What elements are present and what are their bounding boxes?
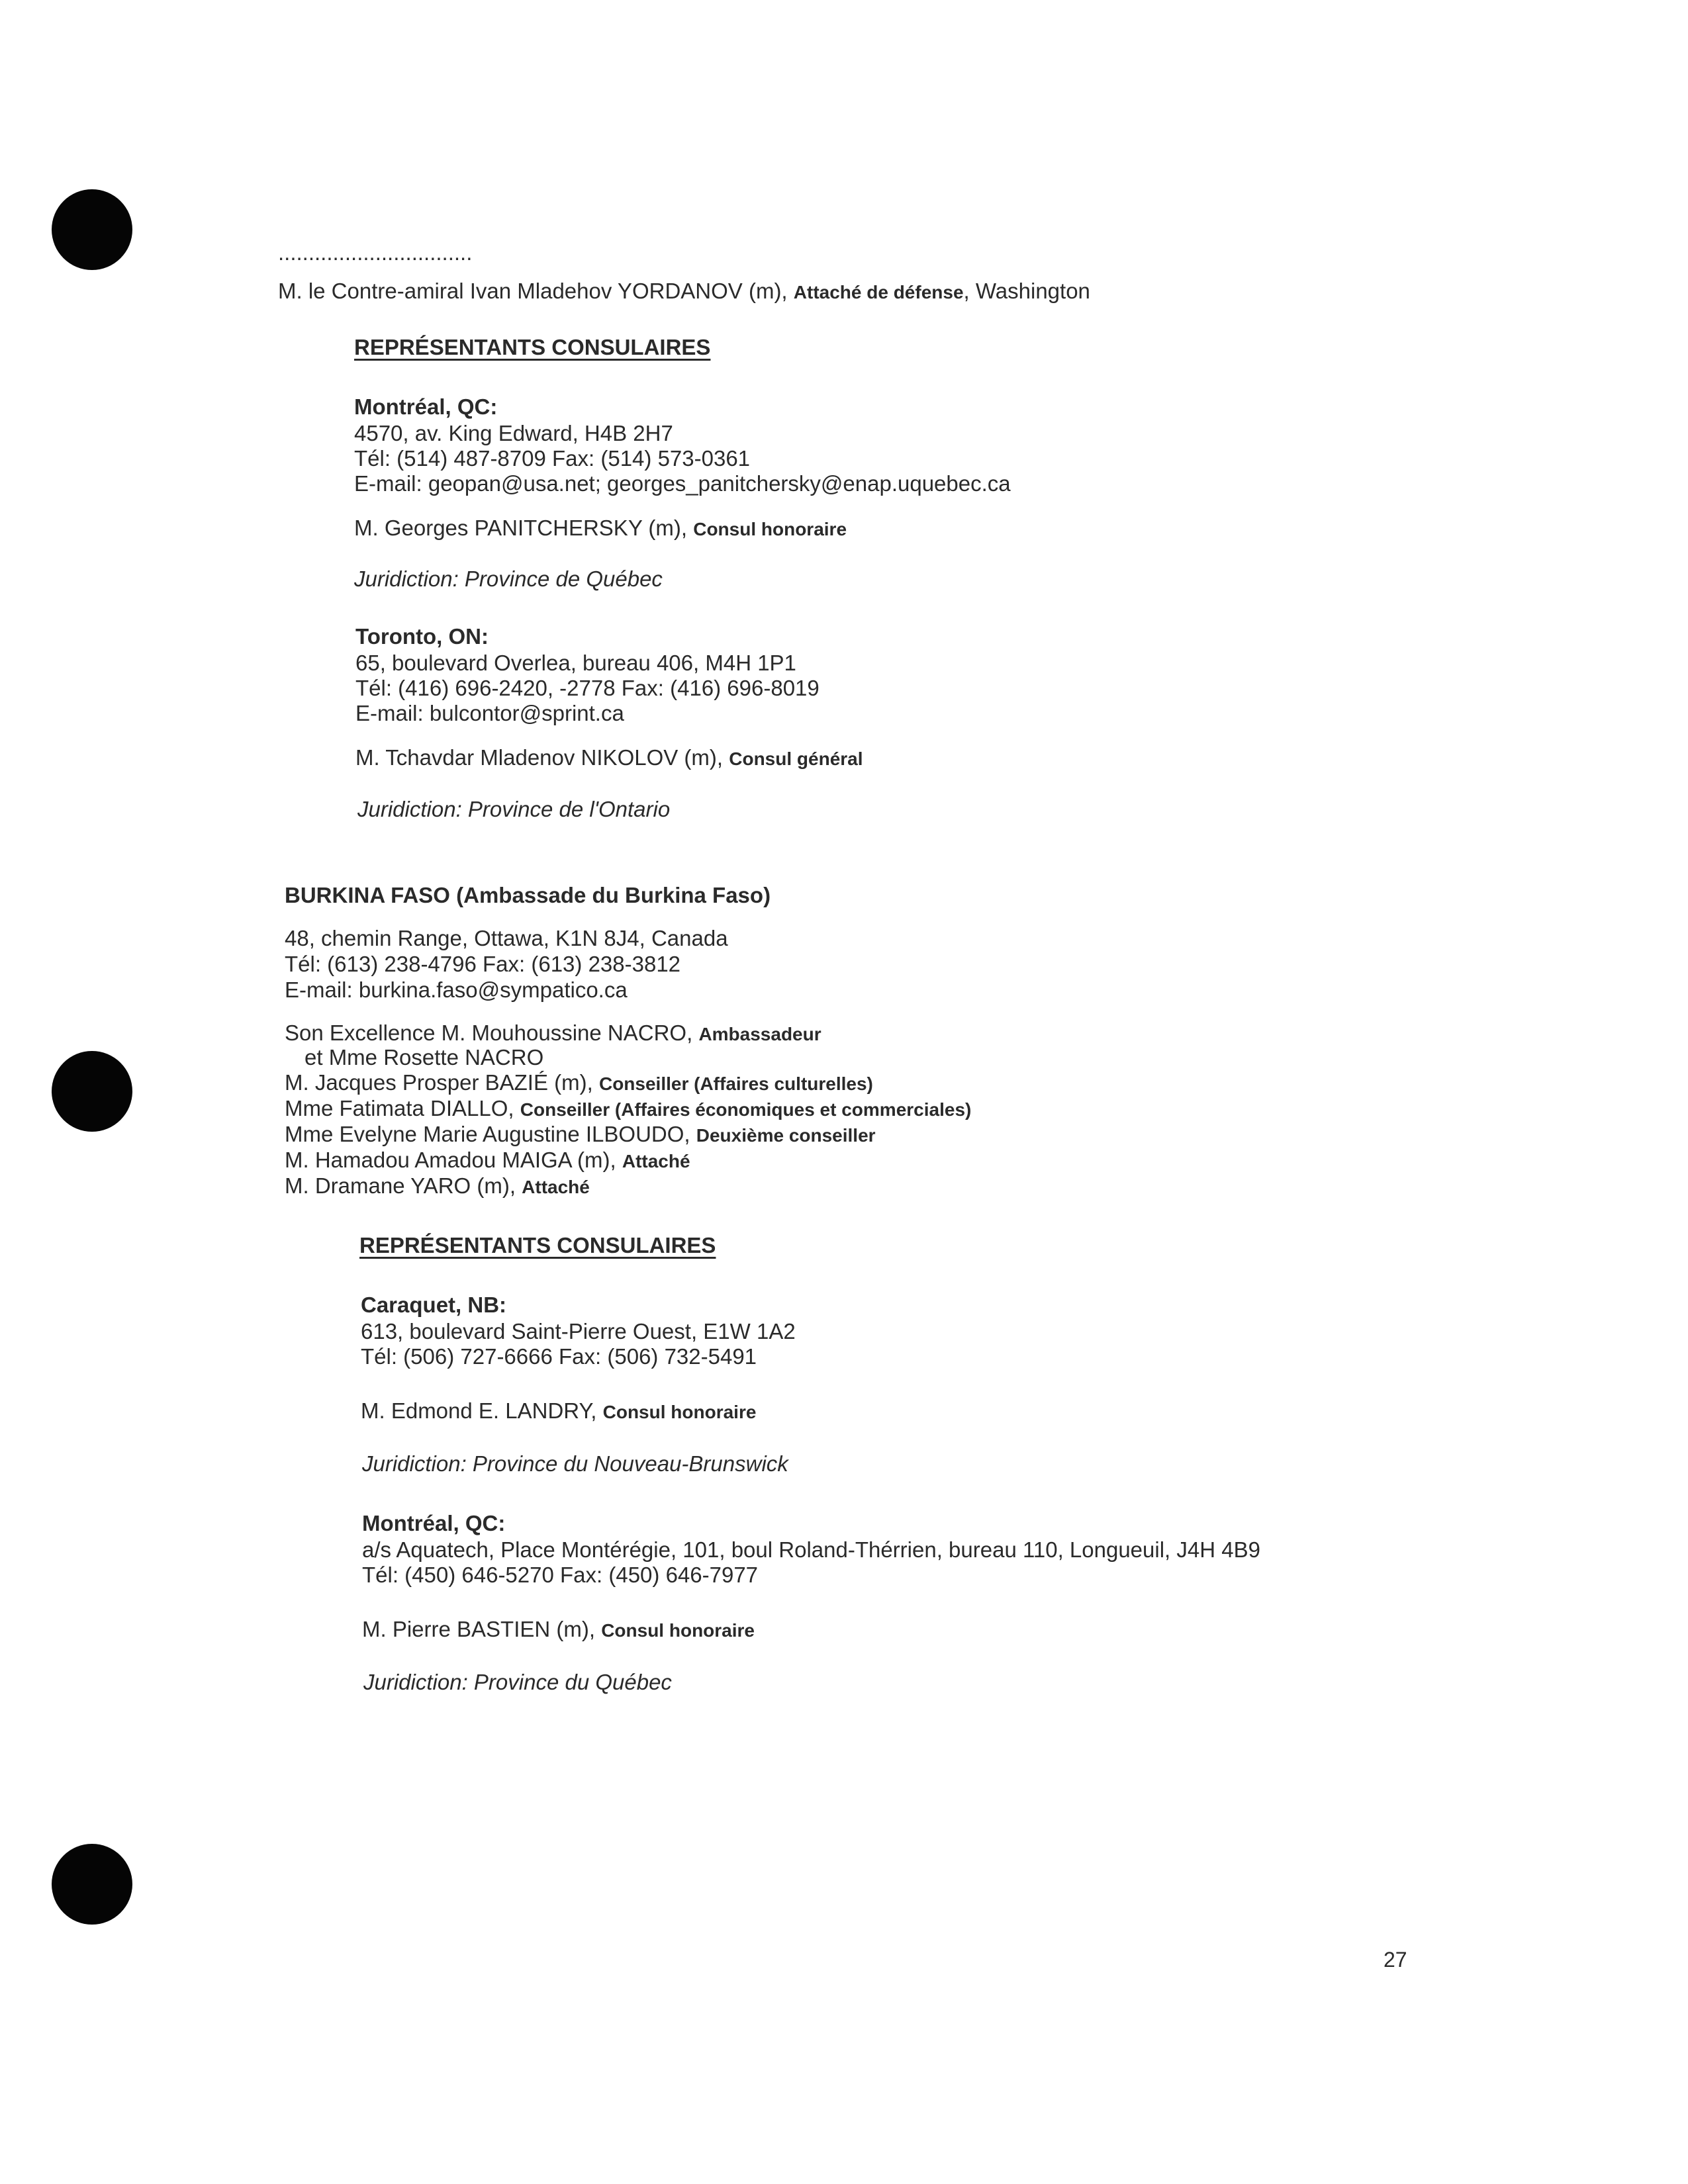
staff-row [285, 1069, 873, 1097]
staff-name: M. Jacques Prosper BAZIÉ (m), [285, 1070, 599, 1095]
staff-title: Deuxième conseiller [696, 1125, 876, 1146]
staff-name: Son Excellence M. Mouhoussine NACRO, [285, 1021, 699, 1045]
staff-row [285, 1147, 690, 1175]
staff-title: Attaché [622, 1151, 690, 1171]
staff-title: Attaché [522, 1177, 590, 1197]
bf-caraquet-address: 613, boulevard Saint-Pierre Ouest, E1W 1A2 [361, 1319, 796, 1343]
bg-toronto-person [355, 745, 863, 772]
page-number: 27 [1383, 1948, 1407, 1972]
bg-toronto-tel: Tél: (416) 696-2420, -2778 Fax: (416) 696-8019 [355, 676, 820, 700]
burkina-email: E-mail: burkina.faso@sympatico.ca [285, 978, 628, 1002]
bg-toronto-email: E-mail: bulcontor@sprint.ca [355, 701, 624, 725]
bf-montreal-address: a/s Aquatech, Place Montérégie, 101, boul Roland-Thérrien, bureau 110, Longueuil, J4H 4B9 [362, 1537, 1260, 1562]
staff-row [285, 1121, 876, 1149]
burkina-title: BURKINA FASO (Ambassade du Burkina Faso) [285, 883, 771, 907]
person-title: Consul général [729, 749, 863, 769]
punch-hole-bottom [52, 1844, 132, 1925]
person-title: Consul honoraire [601, 1620, 755, 1641]
bf-montreal-tel: Tél: (450) 646-5270 Fax: (450) 646-7977 [362, 1563, 759, 1587]
yordanov-name: M. le Contre-amiral Ivan Mladehov YORDANOV (m), [278, 279, 794, 303]
person-title: Consul honoraire [602, 1402, 757, 1422]
bg-montreal-person [354, 515, 847, 543]
burkina-consular-heading: REPRÉSENTANTS CONSULAIRES [359, 1233, 716, 1257]
staff-name: M. Dramane YARO (m), [285, 1173, 522, 1198]
bf-montreal-jurisdiction: Juridiction: Province du Québec [363, 1670, 672, 1694]
bg-montreal-address: 4570, av. King Edward, H4B 2H7 [354, 421, 673, 445]
bulgaria-consular-heading: REPRÉSENTANTS CONSULAIRES [354, 335, 711, 359]
person-name: M. Georges PANITCHERSKY (m), [354, 516, 694, 540]
burkina-address: 48, chemin Range, Ottawa, K1N 8J4, Canada [285, 926, 728, 950]
staff-title: Conseiller (Affaires économiques et commerciales) [520, 1099, 972, 1120]
staff-title: Ambassadeur [698, 1024, 821, 1044]
bg-toronto-jurisdiction: Juridiction: Province de l'Ontario [357, 797, 671, 821]
bf-caraquet-jurisdiction: Juridiction: Province du Nouveau-Brunswick [362, 1451, 788, 1476]
bf-caraquet-city: Caraquet, NB: [361, 1293, 507, 1317]
burkina-tel: Tél: (613) 238-4796 Fax: (613) 238-3812 [285, 952, 681, 976]
staff-name: M. Hamadou Amadou MAIGA (m), [285, 1148, 622, 1172]
staff-name: Mme Fatimata DIALLO, [285, 1096, 520, 1120]
punch-hole-top [52, 189, 132, 270]
staff-name: et Mme Rosette NACRO [305, 1045, 544, 1069]
dotted-separator: ................................ [278, 240, 473, 265]
yordanov-place: , Washington [963, 279, 1090, 303]
staff-title: Conseiller (Affaires culturelles) [598, 1073, 873, 1094]
staff-row [285, 1020, 821, 1048]
person-name: M. Pierre BASTIEN (m), [362, 1617, 602, 1641]
yordanov-title: Attaché de défense [793, 282, 964, 302]
bg-toronto-address: 65, boulevard Overlea, bureau 406, M4H 1P1 [355, 651, 796, 675]
bf-montreal-person [362, 1616, 755, 1644]
staff-row [305, 1044, 543, 1072]
staff-row [285, 1173, 590, 1201]
person-name: M. Edmond E. LANDRY, [361, 1398, 603, 1423]
staff-row [285, 1095, 971, 1123]
bg-montreal-tel: Tél: (514) 487-8709 Fax: (514) 573-0361 [354, 446, 751, 471]
bf-caraquet-person [361, 1398, 756, 1426]
punch-hole-middle [52, 1051, 132, 1132]
person-name: M. Tchavdar Mladenov NIKOLOV (m), [355, 745, 729, 770]
bg-toronto-city: Toronto, ON: [355, 624, 489, 649]
bf-caraquet-tel: Tél: (506) 727-6666 Fax: (506) 732-5491 [361, 1344, 757, 1369]
bg-montreal-city: Montréal, QC: [354, 394, 498, 419]
bf-montreal-city: Montréal, QC: [362, 1511, 506, 1535]
person-title: Consul honoraire [693, 519, 847, 539]
staff-name: Mme Evelyne Marie Augustine ILBOUDO, [285, 1122, 696, 1146]
yordanov-line [278, 278, 1090, 306]
bg-montreal-jurisdiction: Juridiction: Province de Québec [354, 567, 663, 591]
bg-montreal-email: E-mail: geopan@usa.net; georges_panitchersky@enap.uquebec.ca [354, 471, 1011, 496]
